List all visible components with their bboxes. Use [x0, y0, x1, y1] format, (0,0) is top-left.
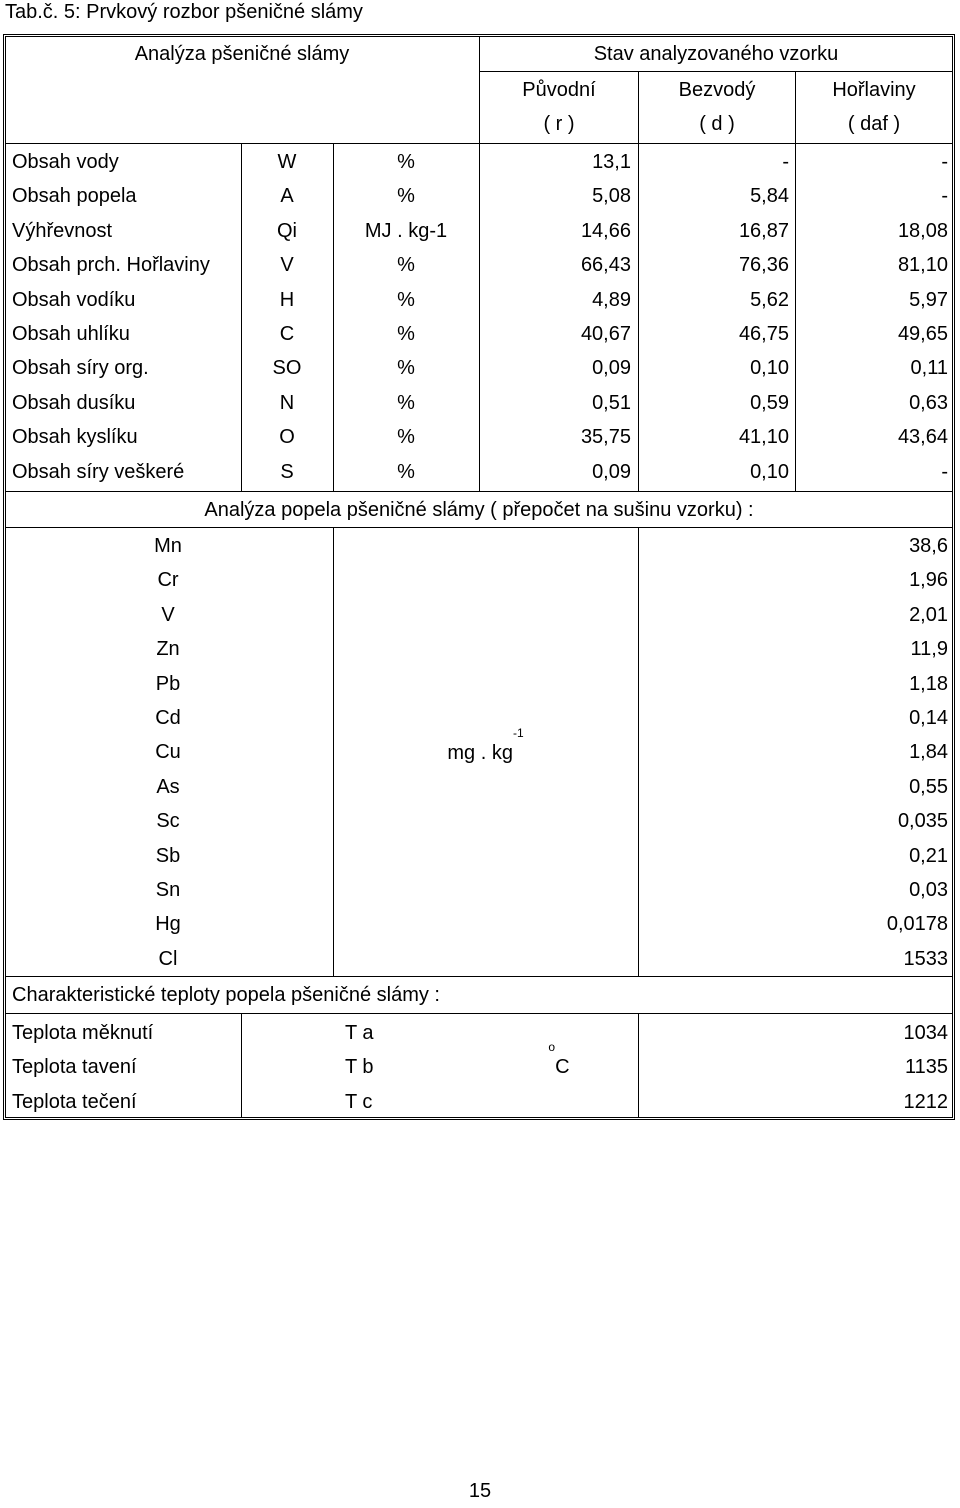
row-value-daf: 0,63: [909, 391, 948, 414]
row-unit: %: [397, 151, 415, 173]
row-value-r: 14,66: [580, 219, 631, 242]
row-value-daf: 18,08: [897, 219, 948, 242]
row-symbol: Qi: [277, 219, 297, 242]
row-value-d: -: [782, 151, 789, 173]
row-value-daf: 49,65: [897, 323, 948, 345]
row-value-d: 0,10: [750, 460, 789, 483]
temp-symbol: T c: [345, 1090, 373, 1113]
row-name: Výhřevnost: [12, 219, 113, 242]
row-unit: %: [397, 391, 415, 414]
row-symbol: S: [280, 460, 294, 483]
row-name: Obsah vodíku: [12, 288, 136, 311]
ash-element-symbol: Cl: [158, 947, 178, 970]
col-code-dry: ( d ): [699, 113, 735, 135]
row-value-d: 76,36: [738, 254, 789, 277]
temp-name: Teplota měknutí: [12, 1022, 154, 1044]
ash-unit-exponent: -1: [512, 726, 524, 740]
temp-value: 1212: [903, 1090, 948, 1113]
ash-element-value: 0,03: [909, 879, 948, 901]
row-value-d: 16,87: [738, 219, 789, 242]
row-value-r: 4,89: [592, 288, 631, 311]
row-symbol: W: [277, 151, 297, 173]
col-header-combustible: Hořlaviny: [832, 79, 916, 101]
row-symbol: V: [280, 254, 294, 277]
grid-line-h: [6, 976, 952, 977]
row-value-r: 40,67: [580, 323, 631, 345]
ash-element-value: 0,55: [909, 775, 948, 798]
temp-value: 1034: [903, 1022, 948, 1044]
ash-element-symbol: Sc: [156, 810, 180, 833]
grid-line-h: [479, 71, 952, 72]
ash-element-value: 1533: [903, 947, 948, 970]
ash-element-symbol: Sb: [155, 844, 181, 867]
row-name: Obsah popela: [12, 185, 137, 208]
row-value-daf: 0,11: [910, 357, 948, 380]
header-right-title: Stav analyzovaného vzorku: [593, 43, 839, 65]
row-unit: MJ . kg-1: [364, 219, 448, 242]
row-unit: %: [397, 288, 415, 311]
row-value-daf: 81,10: [897, 254, 948, 277]
ash-section-title: Analýza popela pšeničné slámy ( přepočet na sušinu vzorku) :: [204, 499, 754, 521]
ash-element-value: 0,21: [909, 844, 948, 867]
row-unit: %: [397, 323, 415, 345]
temps-section-title: Charakteristické teploty popela pšeničné slámy :: [12, 984, 440, 1006]
ash-element-symbol: Mn: [154, 535, 182, 557]
ash-element-symbol: Cr: [157, 569, 179, 592]
row-value-r: 0,51: [592, 391, 631, 414]
temps-unit-text: C: [555, 1056, 570, 1078]
row-symbol: O: [279, 426, 295, 449]
row-name: Obsah kyslíku: [12, 426, 138, 449]
row-unit: %: [397, 254, 415, 277]
row-value-r: 0,09: [592, 357, 631, 380]
grid-line-h: [6, 527, 952, 528]
ash-element-value: 1,84: [909, 741, 948, 764]
ash-element-value: 38,6: [909, 535, 948, 557]
ash-element-symbol: Pb: [155, 672, 181, 695]
ash-element-value: 1,96: [909, 569, 948, 592]
col-header-dry: Bezvodý: [678, 79, 756, 101]
grid-line-h: [6, 491, 952, 492]
row-value-daf: -: [941, 460, 948, 483]
row-name: Obsah síry veškeré: [12, 460, 185, 483]
ash-element-symbol: V: [161, 603, 175, 626]
ash-element-symbol: Zn: [156, 638, 180, 661]
row-value-daf: -: [941, 185, 948, 208]
page-number: 15: [468, 1480, 492, 1502]
ash-element-symbol: Cu: [155, 741, 181, 764]
row-name: Obsah síry org.: [12, 357, 149, 380]
row-value-d: 0,10: [750, 357, 789, 380]
ash-element-value: 0,035: [897, 810, 948, 833]
temp-name: Teplota tavení: [12, 1056, 137, 1079]
ash-element-value: 1,18: [909, 672, 948, 695]
degree-sign: o: [548, 1040, 556, 1054]
row-symbol: C: [279, 323, 295, 345]
row-unit: %: [397, 426, 415, 449]
row-name: Obsah prch. Hořlaviny: [12, 254, 210, 277]
ash-element-value: 0,0178: [886, 913, 948, 936]
row-name: Obsah dusíku: [12, 391, 136, 414]
row-name: Obsah uhlíku: [12, 323, 130, 345]
row-value-d: 46,75: [738, 323, 789, 345]
ash-element-value: 2,01: [909, 603, 948, 626]
row-symbol: H: [279, 288, 295, 311]
ash-element-value: 11,9: [910, 638, 948, 661]
row-unit: %: [397, 460, 415, 483]
temp-name: Teplota tečení: [12, 1090, 137, 1113]
temp-symbol: T b: [345, 1056, 374, 1079]
row-unit: %: [397, 185, 415, 208]
row-name: Obsah vody: [12, 151, 119, 173]
col-code-original: ( r ): [543, 113, 575, 135]
ash-element-symbol: Cd: [155, 707, 181, 729]
row-value-daf: 43,64: [897, 426, 948, 449]
grid-line-h: [6, 1013, 952, 1014]
row-value-daf: 5,97: [909, 288, 948, 311]
row-value-d: 5,84: [750, 185, 789, 208]
row-value-r: 0,09: [592, 460, 631, 483]
ash-element-value: 0,14: [909, 707, 948, 729]
row-value-r: 5,08: [592, 185, 631, 208]
ash-unit: [333, 726, 638, 770]
row-symbol: SO: [272, 357, 302, 380]
header-left-title: Analýza pšeničné slámy: [134, 43, 350, 65]
row-symbol: A: [280, 185, 294, 208]
ash-element-symbol: As: [156, 775, 180, 798]
row-value-r: 13,1: [592, 151, 631, 173]
temps-unit: [480, 1040, 638, 1084]
row-symbol: N: [279, 391, 295, 414]
ash-unit-text: mg . kg: [447, 742, 513, 764]
row-unit: %: [397, 357, 415, 380]
row-value-d: 0,59: [750, 391, 789, 414]
temp-symbol: T a: [345, 1022, 374, 1044]
row-value-r: 35,75: [580, 426, 631, 449]
ash-element-symbol: Sn: [155, 879, 181, 901]
row-value-d: 41,10: [738, 426, 789, 449]
temp-value: 1135: [904, 1056, 948, 1079]
col-header-original: Původní: [522, 79, 596, 101]
col-code-combustible: ( daf ): [847, 113, 901, 135]
table-caption: Tab.č. 5: Prvkový rozbor pšeničné slámy: [5, 1, 363, 23]
grid-line-v: [241, 1013, 242, 1118]
row-value-daf: -: [941, 151, 948, 173]
row-value-r: 66,43: [580, 254, 631, 277]
row-value-d: 5,62: [750, 288, 789, 311]
ash-element-symbol: Hg: [155, 913, 181, 936]
